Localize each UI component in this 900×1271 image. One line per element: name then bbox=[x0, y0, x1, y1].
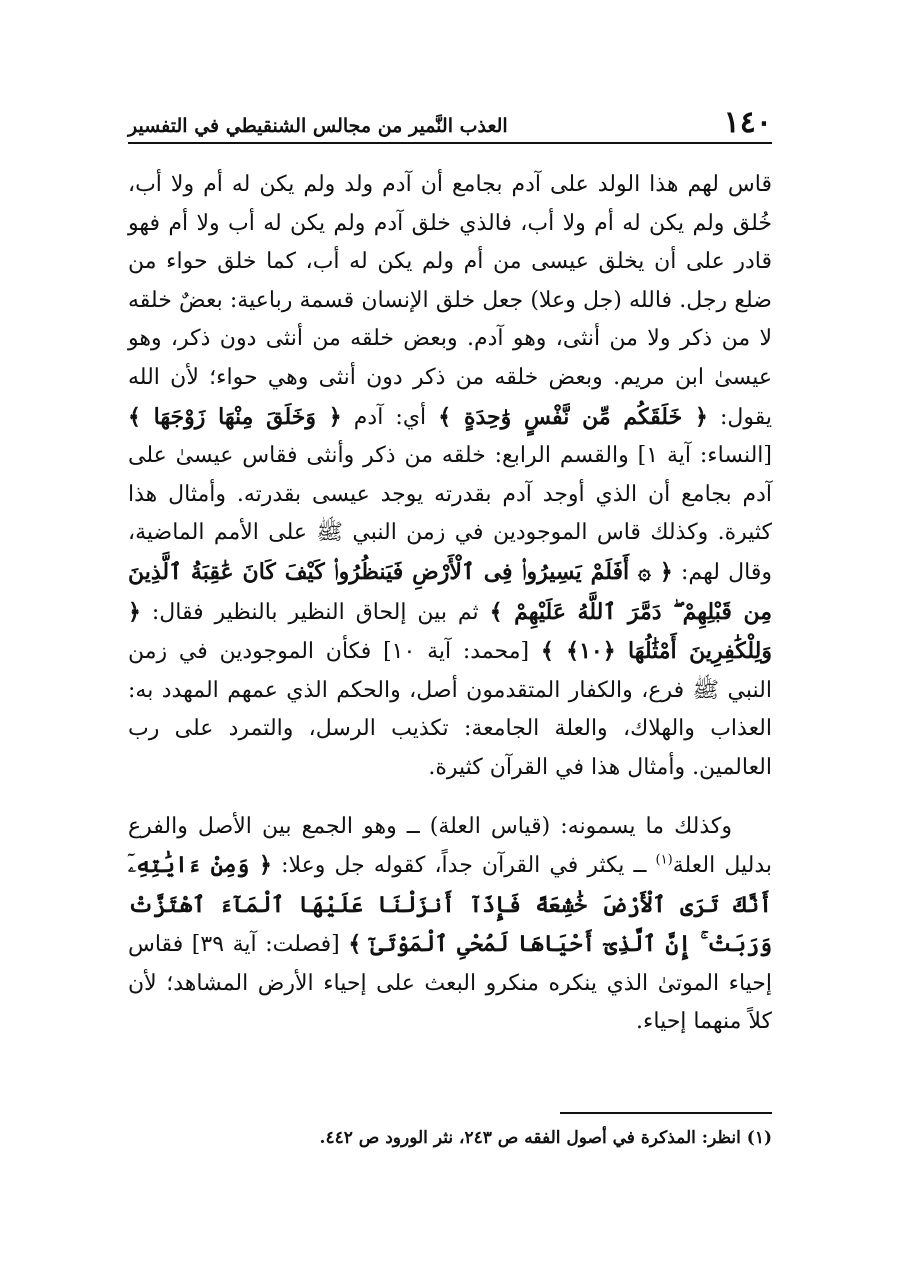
text-segment: ــ يكثر في القرآن جداً، كقوله جل وعلا: bbox=[271, 853, 656, 879]
quran-verse: ﴿ وَلِلْكَٰفِرِينَ أَمْثَٰلُهَا ﴿١٠﴾ ﴾ bbox=[128, 598, 772, 665]
quran-verse: ﴿ خَلَقَكُم مِّن نَّفْسٍ وَٰحِدَةٍ ﴾ bbox=[438, 403, 708, 430]
quran-verse: ﴿ ۞ أَفَلَمْ يَسِيرُوا۟ فِى ٱلْأَرْضِ فَيَنظُرُوا۟ كَيْفَ كَانَ عَٰقِبَةُ ٱلَّذِينَ مِن قَبْلِهِمْ ۖ دَمَّرَ ٱللَّهُ عَلَيْهِمْ ﴾ bbox=[128, 558, 772, 625]
footnote: (١) انظر: المذكرة في أصول الفقه ص ٢٤٣، نثر الورود ص ٤٤٢. bbox=[319, 1128, 772, 1148]
footnote-divider bbox=[560, 1112, 772, 1114]
text-segment: [فصلت: آية ٣٩] فقاس إحياء الموتىٰ الذي ينكره منكرو البعث على إحياء الأرض المشاهد؛ لأن كلاً منهما إحياء. bbox=[128, 932, 772, 1035]
text-segment: وكذلك ما يسمونه: (قياس العلة) ــ وهو الجمع بين الأصل والفرع بدليل العلة bbox=[128, 813, 772, 879]
quran-verse: ﴿ وَخَلَقَ مِنْهَا زَوْجَهَا ﴾ bbox=[128, 403, 342, 430]
paragraph-1 bbox=[128, 166, 772, 788]
main-text bbox=[128, 166, 772, 1042]
text-segment: [محمد: آية ١٠] فكأن الموجودين في زمن النبي ﷺ فرع، والكفار المتقدمون أصل، والحكم الذي عمهم المهدد به: العذاب والهلاك، والعلة الجامعة: تكذيب الرسل، والتمرد على رب العالمين. وأمثال هذا في القرآن كثيرة. bbox=[128, 639, 772, 780]
text-segment: قاس لهم هذا الولد على آدم بجامع أن آدم ولد ولم يكن له أم ولا أب، خُلق ولم يكن له أم ولا أب، فالذي خلق آدم ولم يكن له أب ولا أم فهو قادر على أن يخلق عيسى من أم ولم يكن له أب، كما خلق حواء من ضلع رجل. فالله (جل وعلا) جعل خلق الإنسان قسمة رباعية: بعضٌ خلقه لا من ذكر ولا من أنثى، وهو آدم. وبعض خلقه من أنثى دون ذكر، وهو عيسىٰ ابن مريم. وبعض خلقه من ذكر دون أنثى وهي حواء؛ لأن الله يقول: bbox=[128, 172, 772, 430]
text-segment: ثم بين إلحاق النظير بالنظير فقال: bbox=[140, 599, 490, 625]
text-segment: أي: آدم bbox=[341, 404, 439, 430]
text-segment: [النساء: آية ١] والقسم الرابع: خلقه من ذكر وأنثى فقاس عيسىٰ على آدم بجامع أن الذي أوجد آدم بقدرته يوجد عيسى بقدرته. وأمثال هذا كثيرة. وكذلك قاس الموجودين في زمن النبي ﷺ على الأمم الماضية، وقال لهم: bbox=[128, 443, 773, 585]
page-number: ١٤٠ bbox=[723, 105, 772, 140]
page-header bbox=[128, 104, 772, 144]
footnote-marker: (١) bbox=[655, 852, 673, 868]
quran-verse: ﴿ وَمِنْ ءَايَٰتِهِۦٓ أَنَّكَ تَرَى ٱلْأَرْضَ خَٰشِعَةً فَإِذَآ أَنزَلْنَا عَلَيْهَا ٱلْمَآءَ ٱهْتَزَّتْ وَرَبَتْ ۚ إِنَّ ٱلَّذِىٓ أَحْيَاهَا لَمُحْىِ ٱلْمَوْتَىٰٓ ﴾ bbox=[128, 852, 772, 958]
paragraph-2 bbox=[128, 808, 772, 1043]
running-title: العذب النَّمير من مجالس الشنقيطي في التفسير bbox=[128, 115, 508, 137]
